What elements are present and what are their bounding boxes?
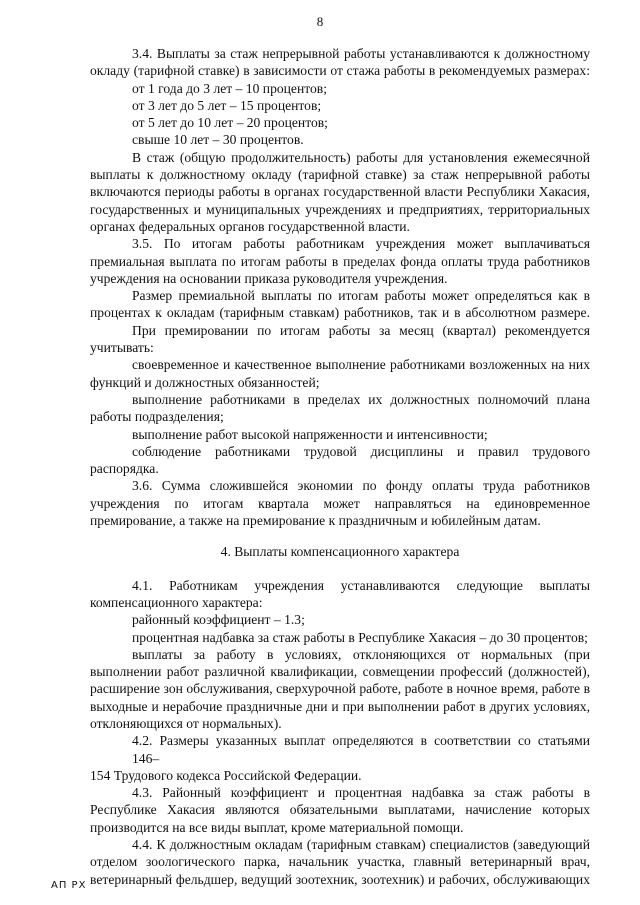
text-line: Республике Хакасия являются обязательными выплатами, начисление которых [90,802,590,818]
text-line: 3.5. По итогам работы работникам учреждения может выплачиваться [132,236,590,252]
text-line: выполнение работниками в пределах их должностных полномочий плана [132,391,590,407]
text-line: 3.6. Сумма сложившейся экономии по фонду оплаты труда работников [132,478,590,494]
text-line: премиальная выплата по итогам работы в пределах фонда оплаты труда работников [90,253,590,269]
text-line: выходные и нерабочие праздничные дни и при выполнении работ в других условиях, [90,698,590,714]
text-line: При премировании по итогам работы за месяц (квартал) рекомендуется [132,322,590,338]
text-line: 4.1. Работникам учреждения устанавливаются следующие выплаты [132,577,590,593]
text-line: расширение зон обслуживания, сверхурочной работе, работе в ночное время, работе в [90,681,590,697]
text-line: производится на все виды выплат, кроме материальной помощи. [90,819,464,835]
text-line: 154 Трудового кодекса Российской Федерации. [90,767,362,783]
text-line: государственных и муниципальных учреждениях и предприятиях, территориальных [90,201,590,217]
section-4-heading: 4. Выплаты компенсационного характера [220,544,460,560]
text-line: от 1 года до 3 лет – 10 процентов; [132,80,327,96]
footer-mark: АП РХ [51,880,87,891]
text-line: учреждения по итогам квартала может направляться на единовременное [90,495,590,511]
text-line: отделом зоологического парка, начальник участка, главный ветеринарный врач, [90,854,590,870]
text-line: окладу (тарифной ставке) в зависимости от стажа работы в рекомендуемых размерах: [90,63,590,79]
text-line: от 3 лет до 5 лет – 15 процентов; [132,97,322,113]
text-line: отклоняющихся от нормальных). [90,715,282,731]
text-line: органах федеральных органов государственной власти. [90,218,410,234]
text-line: выплаты за работу в условиях, отклоняющихся от нормальных (при [132,646,590,662]
text-line: выплаты к должностному окладу (тарифной ставке) за стаж непрерывной работы [90,167,590,183]
document-body [90,45,590,888]
text-line: процентная надбавка за стаж работы в Республике Хакасия – до 30 процентов; [132,629,588,645]
text-line: районный коэффициент – 1.3; [132,612,305,628]
text-line: своевременное и качественное выполнение работниками возложенных на них [132,357,590,373]
text-line: включаются периоды работы в органах государственной власти Республики Хакасия, [90,184,590,200]
text-line: В стаж (общую продолжительность) работы для установления ежемесячной [132,149,590,165]
text-line: премирование, а также на премирование к праздничным и юбилейным датам. [90,513,541,529]
text-line: 3.4. Выплаты за стаж непрерывной работы устанавливаются к должностному [132,46,590,61]
text-line: функций и должностных обязанностей; [90,374,320,390]
text-line: выполнение работ высокой напряженности и интенсивности; [132,426,488,442]
text-line: распорядка. [90,461,159,477]
section-4-text [90,577,590,888]
page-number: 8 [316,14,324,29]
text-line: свыше 10 лет – 30 процентов. [132,132,304,148]
section-3-text [90,45,590,529]
text-line: учитывать: [90,340,154,356]
text-line: работы подразделения; [90,409,224,425]
text-line: Размер премиальной выплаты по итогам работы может определяться как в [132,288,590,304]
text-line: выполнении работ различной квалификации, совмещении профессий (должностей), [90,664,590,680]
text-line: 4.4. К должностным окладам (тарифным ставкам) специалистов (заведующий [132,837,590,853]
text-line: от 5 лет до 10 лет – 20 процентов; [132,115,328,131]
text-line: учреждения на основании приказа руководителя учреждения. [90,270,448,286]
text-line: соблюдение работниками трудовой дисциплины и правил трудового [132,443,590,459]
text-line: ветеринарный фельдшер, ведущий зоотехник, зоотехник) и рабочих, обслуживающих [90,871,590,887]
text-line: 4.2. Размеры указанных выплат определяются в соответствии со статьями 146– [132,733,590,766]
text-line: процентах к окладам (тарифным ставкам) работников, так и в абсолютном размере. [90,305,590,321]
text-line: 4.3. Районный коэффициент и процентная надбавка за стаж работы в [132,785,590,801]
text-line: компенсационного характера: [90,594,263,610]
